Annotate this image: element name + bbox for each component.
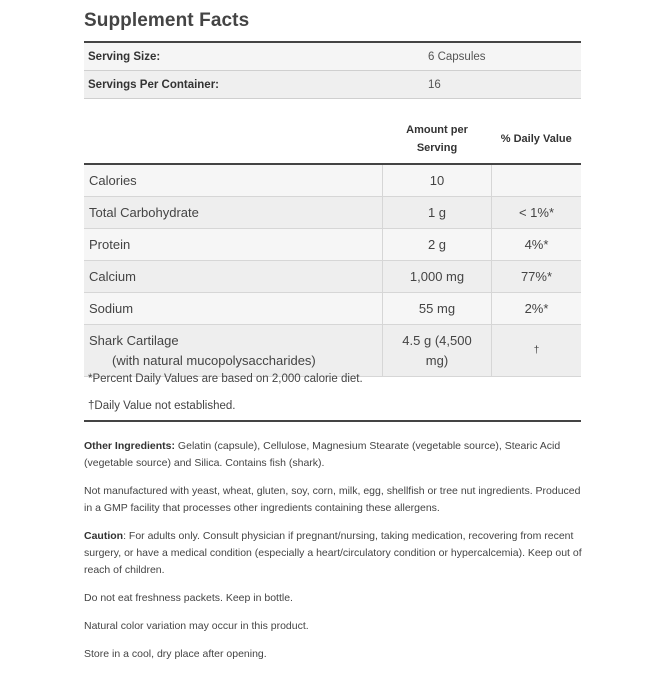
nutrition-table [84, 115, 581, 377]
nutrient-name: Total Carbohydrate [84, 197, 383, 229]
storage-note: Store in a cool, dry place after opening. [84, 648, 267, 660]
other-ingredients [84, 438, 584, 472]
table-row [84, 164, 581, 197]
serving-summary [84, 41, 581, 99]
caution-label: Caution [84, 530, 124, 542]
nutrient-amount-line2: mg) [425, 352, 449, 368]
nutrient-dv: 2%* [492, 293, 582, 325]
table-row [84, 261, 581, 293]
other-ingredients-text: Gelatin (capsule), Cellulose, Magnesium Stearate (vegetable source), Stearic Acid (vegetable source) and Silica. Contains fish (shark). [84, 440, 561, 469]
nutrient-amount: 55 mg [383, 293, 492, 325]
nutrient-dv: 4%* [492, 229, 582, 261]
dv-header: % Daily Value [492, 115, 582, 164]
caution-statement [84, 528, 584, 579]
name-header [84, 115, 383, 164]
allergen-statement: Not manufactured with yeast, wheat, gluten, soy, corn, milk, egg, shellfish or tree nut ingredients. Produced in a GMP facility that processes other ingredients containing these allergens. [84, 485, 581, 514]
footnote-dv: *Percent Daily Values are based on 2,000 calorie diet. [88, 373, 363, 385]
footnote-not-established: †Daily Value not established. [84, 393, 581, 422]
panel-title: Supplement Facts [84, 10, 250, 31]
table-row [84, 293, 581, 325]
nutrient-dv: 77%* [492, 261, 582, 293]
nutrient-amount: 2 g [383, 229, 492, 261]
nutrient-name-main: Shark Cartilage [89, 332, 179, 348]
amount-header [383, 115, 492, 164]
caution-text: : For adults only. Consult physician if pregnant/nursing, taking medication, recovering from recent surgery, or have a medical condition (especially a heart/circulatory condition or hypercalcemia). Keep out of reach of children. [84, 530, 582, 576]
nutrient-amount: 10 [383, 164, 492, 197]
table-row [84, 197, 581, 229]
nutrient-name: Calories [84, 164, 383, 197]
serving-size-row [84, 42, 581, 71]
table-header-row [84, 115, 581, 164]
nutrient-amount-line1: 4.5 g (4,500 [402, 332, 472, 348]
freshness-packet-note: Do not eat freshness packets. Keep in bottle. [84, 592, 293, 604]
other-ingredients-label: Other Ingredients: [84, 440, 176, 452]
servings-per-container-row [84, 71, 581, 99]
serving-size-value: 6 Capsules [422, 42, 581, 71]
nutrient-name: Calcium [84, 261, 383, 293]
nutrient-amount: 1,000 mg [383, 261, 492, 293]
amount-header-line1: Amount per [406, 124, 468, 136]
nutrient-name: Protein [84, 229, 383, 261]
table-row [84, 229, 581, 261]
servings-per-container-value: 16 [422, 71, 581, 99]
nutrient-amount: 1 g [383, 197, 492, 229]
amount-header-line2: Serving [416, 142, 458, 154]
nutrient-name: Sodium [84, 293, 383, 325]
nutrient-dv: † [492, 325, 582, 377]
nutrient-dv: < 1%* [492, 197, 582, 229]
color-variation-note: Natural color variation may occur in this product. [84, 620, 309, 632]
nutrient-dv [492, 164, 582, 197]
servings-per-container-label: Servings Per Container: [84, 71, 422, 99]
serving-size-label: Serving Size: [84, 42, 422, 71]
nutrient-name-sub: (with natural mucopolysaccharides) [112, 352, 316, 368]
product-info [84, 438, 584, 674]
footnotes [84, 366, 581, 422]
